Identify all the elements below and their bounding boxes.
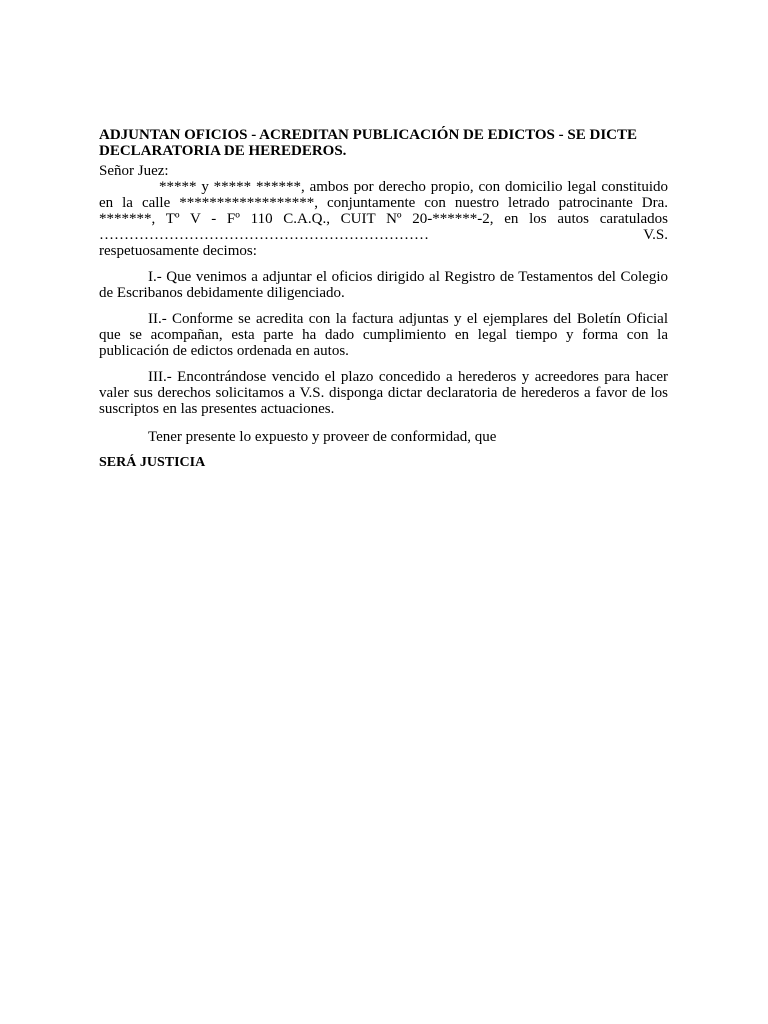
intro-last-line: respetuosamente decimos: (99, 243, 257, 259)
intro-paragraph (99, 179, 668, 243)
intro-text: ***** y ***** ******, ambos por derecho propio, con domicilio legal constituido en la calle ******************, conjuntamente con nuestro letrado patrocinante Dra. *******, Tº V - Fº 110 C.A.Q., CUIT Nº 20-******-2, en los autos caratulados ………………………………………………………… V.S. (99, 179, 668, 243)
closing-line: Tener presente lo expuesto y proveer de conformidad, que (148, 429, 497, 445)
document-title: ADJUNTAN OFICIOS - ACREDITAN PUBLICACIÓN DE EDICTOS - SE DICTE DECLARATORIA DE HEREDEROS. (99, 127, 638, 159)
paragraph-3: III.- Encontrándose vencido el plazo concedido a herederos y acreedores para hacer valer sus derechos solicitamos a V.S. disponga dictar declaratoria de herederos a favor de los suscriptos en las presentes actuaciones. (99, 369, 668, 417)
paragraph-1: I.- Que venimos a adjuntar el oficios dirigido al Registro de Testamentos del Colegio de Escribanos debidamente diligenciado. (99, 269, 668, 301)
document-page (99, 127, 668, 471)
greeting: Señor Juez: (99, 163, 169, 179)
paragraph-2: II.- Conforme se acredita con la factura adjuntas y el ejemplares del Boletín Oficial que se acompañan, esta parte ha dado cumplimiento en legal tiempo y forma con la publicación de edictos ordenada en autos. (99, 311, 668, 359)
signoff: SERÁ JUSTICIA (99, 455, 206, 470)
